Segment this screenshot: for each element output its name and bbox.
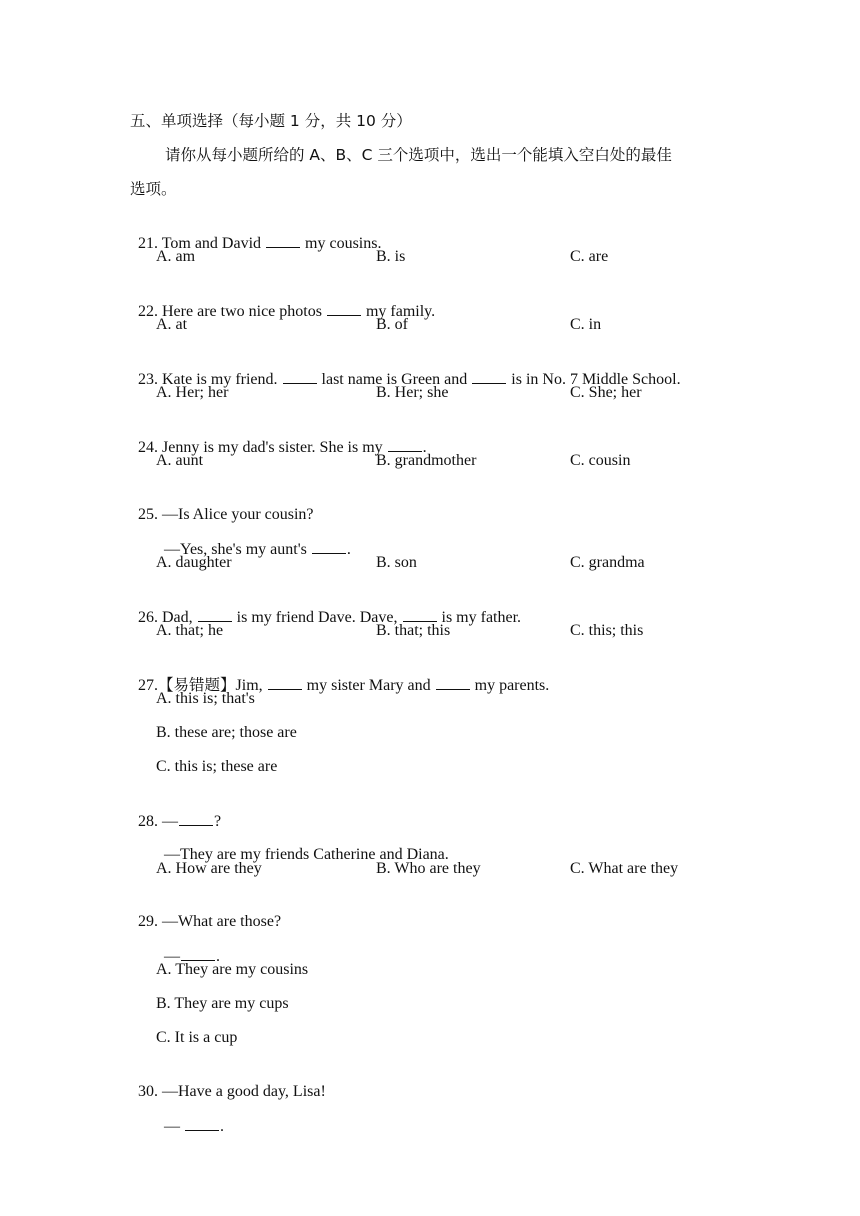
option-c: C. this is; these are — [156, 758, 278, 775]
question-text: my family. — [365, 303, 436, 320]
option-b: B. grandmother — [376, 452, 477, 469]
question-tag: 【易错题】 — [158, 676, 236, 694]
question-text: Tom and David — [161, 235, 262, 252]
question-text: — — [164, 1118, 184, 1135]
option-c: C. are — [570, 248, 609, 265]
question-text: my cousins. — [305, 235, 382, 252]
option-a: A. at — [156, 316, 188, 333]
answer-blank — [436, 675, 470, 690]
answer-blank — [185, 1116, 219, 1131]
section-title: 五、单项选择（每小题 1 分，共 10 分） — [130, 112, 412, 130]
question-text: —They are my friends Catherine and Diana. — [164, 846, 449, 863]
option-a: A. am — [156, 248, 196, 265]
question-number: 21. — [138, 235, 158, 252]
option-b: B. son — [376, 554, 417, 571]
option-a: A. aunt — [156, 452, 204, 469]
option-a: A. Her; her — [156, 384, 229, 401]
option-b: B. They are my cups — [156, 995, 289, 1012]
option-b: B. is — [376, 248, 406, 265]
option-b: B. of — [376, 316, 408, 333]
question-text: my sister Mary and — [306, 677, 431, 694]
question-text: Jim, — [235, 677, 263, 694]
option-b: B. these are; those are — [156, 724, 297, 741]
question-number: 29. — [138, 913, 158, 930]
question-number: 22. — [138, 303, 158, 320]
question-text: . — [220, 1118, 224, 1135]
option-a: A. How are they — [156, 860, 262, 877]
question-text: Dad, — [162, 609, 193, 626]
question-text: —Have a good day, Lisa! — [162, 1083, 326, 1100]
section-instruction-line2: 选项。 — [130, 180, 177, 198]
question-text: Jenny is my dad's sister. She is my — [162, 439, 383, 456]
option-c: C. She; her — [570, 384, 642, 401]
question-text: Here are two nice photos — [162, 303, 322, 320]
question-text: . — [422, 439, 427, 456]
question-number: 24. — [138, 439, 158, 456]
option-c: C. grandma — [570, 554, 645, 571]
answer-blank — [268, 675, 302, 690]
answer-blank — [266, 233, 300, 248]
question-text: Kate is my friend. — [162, 371, 278, 388]
answer-blank — [327, 301, 361, 316]
answer-blank — [283, 369, 317, 384]
question-text: . — [346, 541, 351, 558]
question-text: — — [162, 813, 178, 830]
option-a: A. this is; that's — [156, 690, 255, 707]
question-text: is my friend Dave. Dave, — [236, 609, 398, 626]
question-number: 28. — [138, 813, 158, 830]
question-text: last name is Green and — [321, 371, 468, 388]
question-text: ? — [214, 813, 222, 830]
question-number: 30. — [138, 1083, 158, 1100]
question-text: . — [216, 948, 220, 965]
answer-blank — [388, 437, 422, 452]
option-a: A. They are my cousins — [156, 961, 309, 978]
option-c: C. What are they — [570, 860, 679, 877]
question-text: my parents. — [474, 677, 550, 694]
question-text: —What are those? — [162, 913, 282, 930]
option-c: C. this; this — [570, 622, 644, 639]
question-text: is my father. — [441, 609, 522, 626]
question-30-line2 — [156, 1096, 224, 1137]
question-text: — — [164, 948, 180, 965]
question-text: —Is Alice your cousin? — [162, 506, 314, 523]
answer-blank — [181, 946, 215, 961]
answer-blank — [179, 811, 213, 826]
question-number: 26. — [138, 609, 158, 626]
answer-blank — [312, 539, 346, 554]
question-text: —Yes, she's my aunt's — [164, 541, 307, 558]
question-number: 25. — [138, 506, 158, 523]
question-text: is in No. 7 Middle School. — [511, 371, 681, 388]
section-instruction-line1: 请你从每小题所给的 A、B、C 三个选项中，选出一个能填入空白处的最佳 — [165, 146, 672, 164]
option-b: B. that; this — [376, 622, 451, 639]
answer-blank — [403, 607, 437, 622]
option-b: B. Her; she — [376, 384, 449, 401]
answer-blank — [472, 369, 506, 384]
option-a: A. that; he — [156, 622, 224, 639]
option-c: C. cousin — [570, 452, 631, 469]
question-number: 27. — [138, 677, 158, 694]
option-a: A. daughter — [156, 554, 232, 571]
option-c: C. It is a cup — [156, 1029, 238, 1046]
question-number: 23. — [138, 371, 158, 388]
answer-blank — [198, 607, 232, 622]
option-c: C. in — [570, 316, 602, 333]
option-b: B. Who are they — [376, 860, 481, 877]
